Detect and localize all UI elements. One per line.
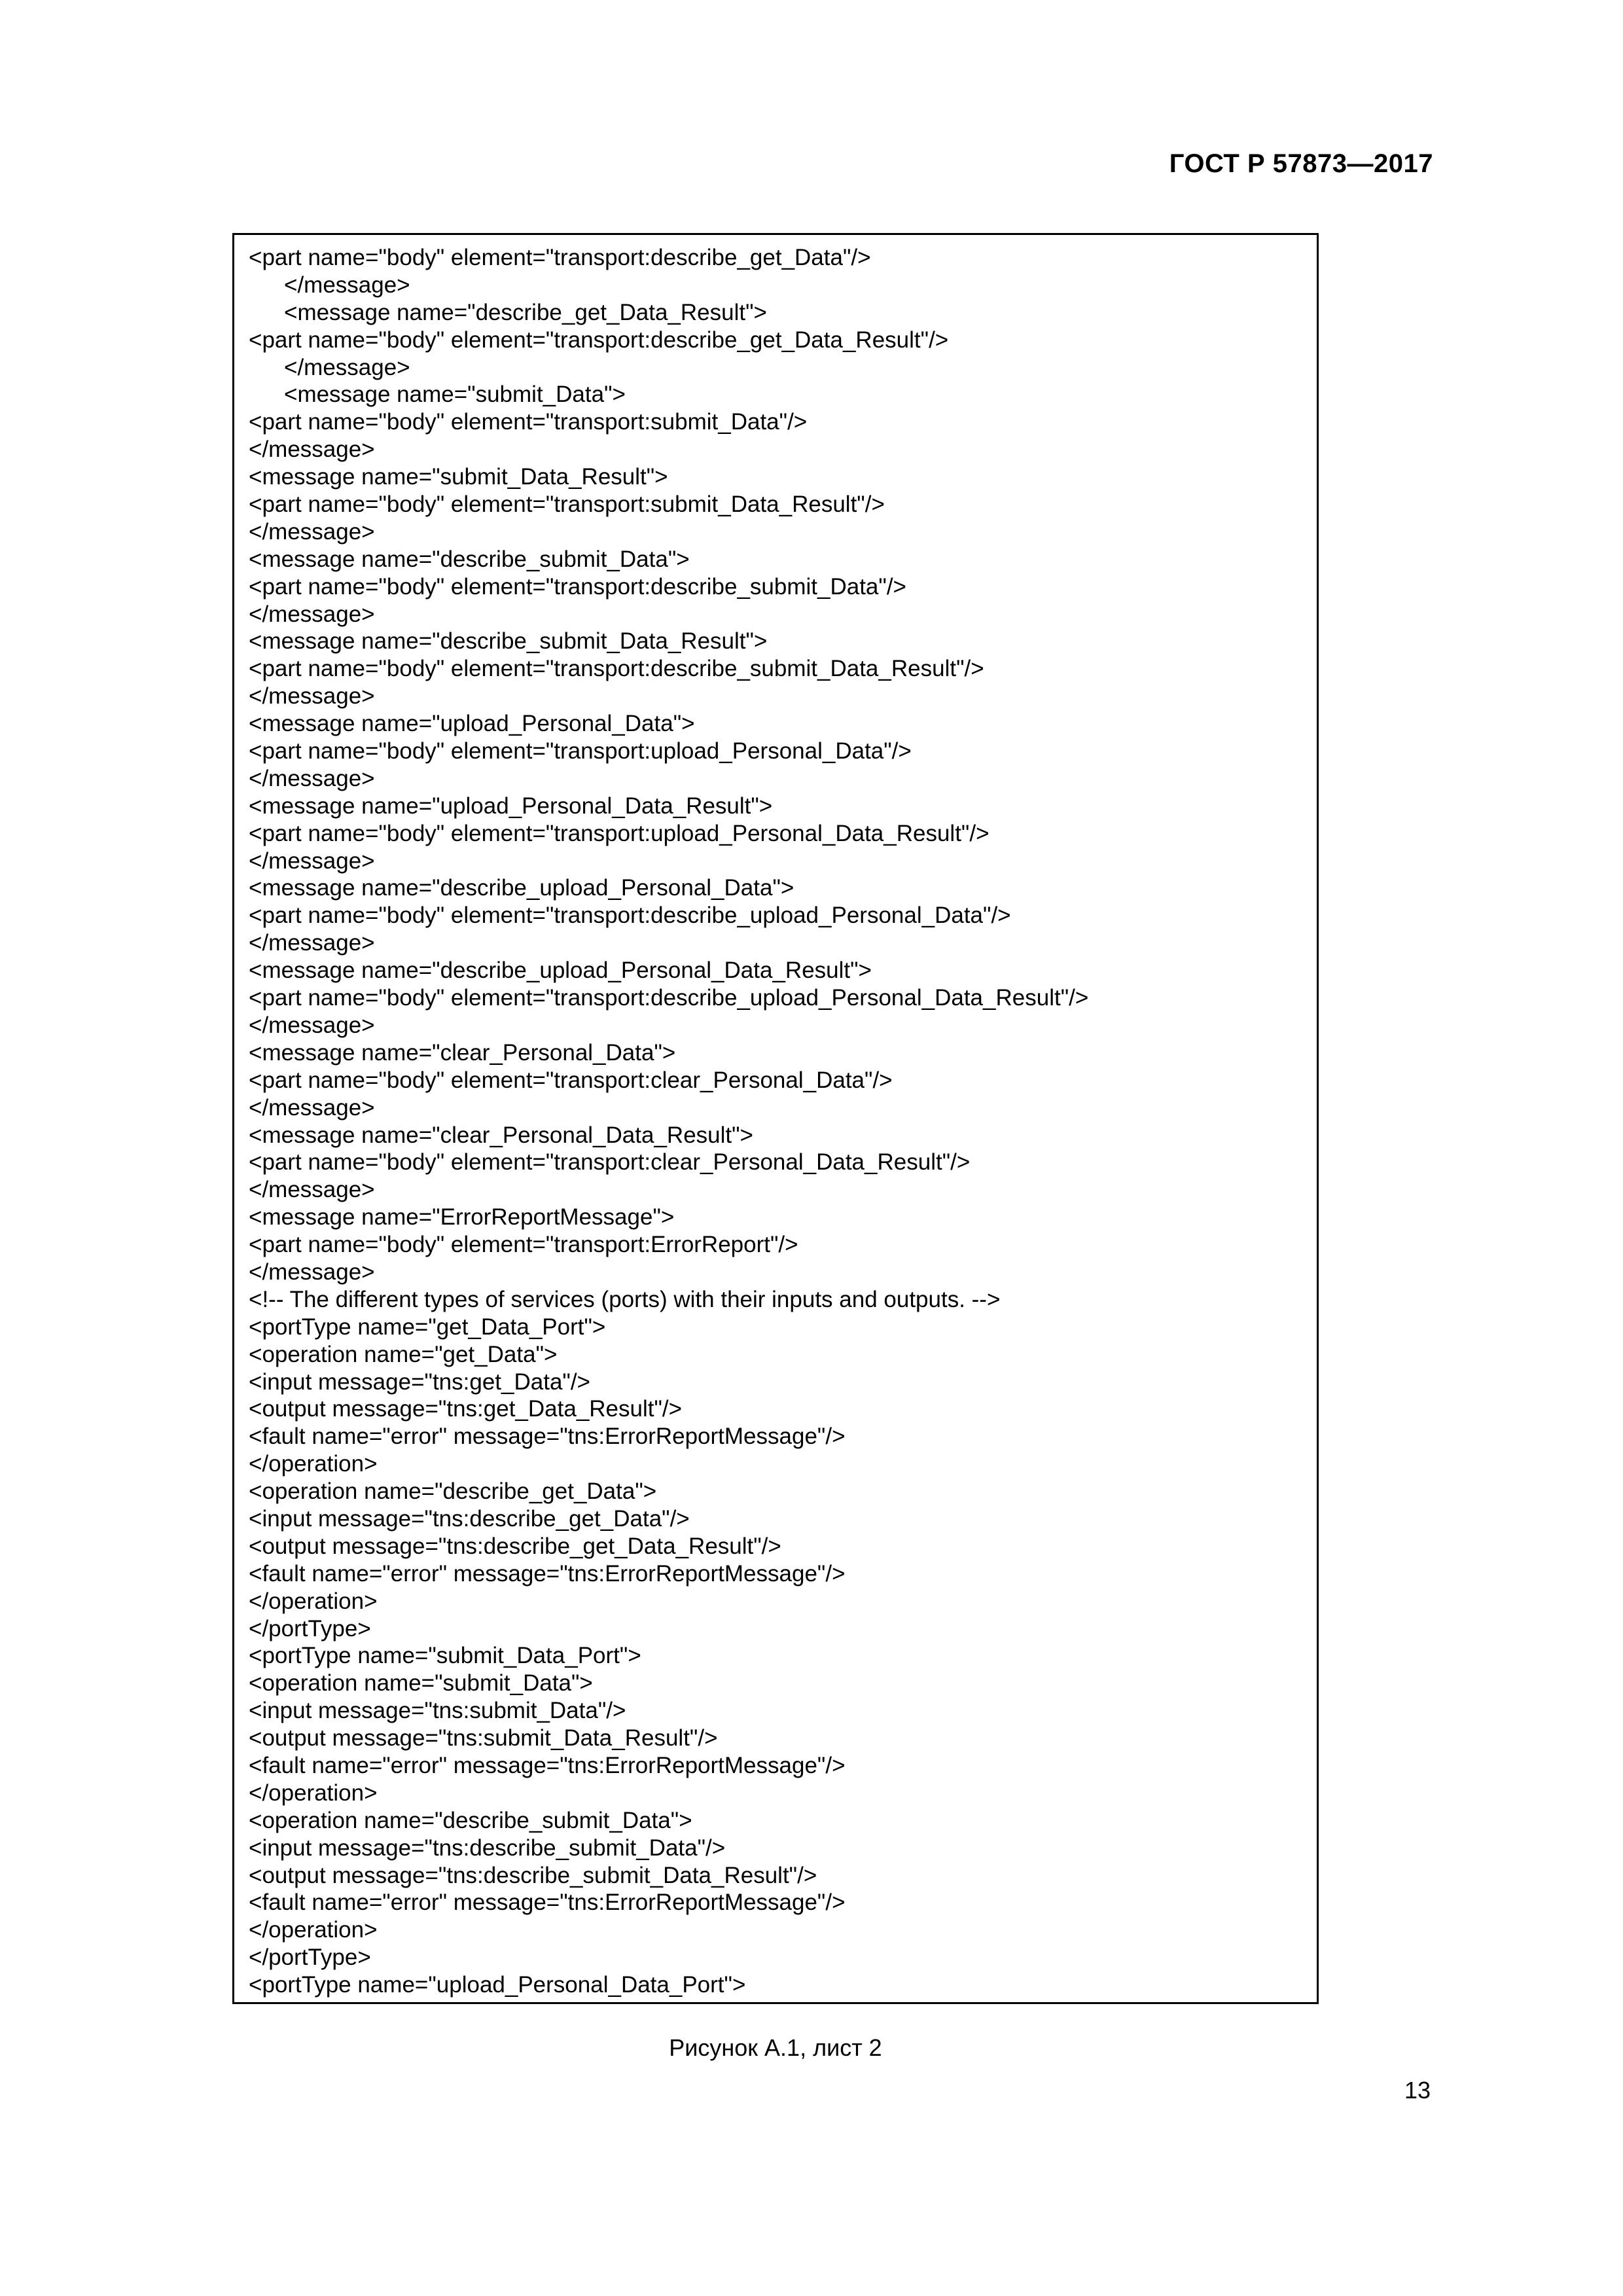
code-line: </operation> [249, 1917, 378, 1943]
code-line: <output message="tns:describe_submit_Data_Result"/> [249, 1862, 817, 1888]
page-number: 13 [1404, 2077, 1431, 2104]
code-line: <message name="submit_Data"> [284, 382, 626, 408]
code-line: <operation name="get_Data"> [249, 1341, 558, 1367]
code-line: <part name="body" element="transport:submit_Data"/> [249, 409, 808, 435]
code-line: </portType> [249, 1615, 371, 1641]
code-line: <input message="tns:describe_get_Data"/> [249, 1505, 690, 1532]
code-line: <part name="body" element="transport:upload_Personal_Data"/> [249, 738, 912, 764]
code-line: </message> [284, 354, 410, 380]
code-line: <part name="body" element="transport:submit_Data_Result"/> [249, 492, 885, 518]
code-line: <output message="tns:get_Data_Result"/> [249, 1396, 683, 1422]
code-line: <part name="body" element="transport:ErrorReport"/> [249, 1232, 798, 1258]
code-line: </message> [249, 1177, 375, 1203]
code-line: <part name="body" element="transport:describe_upload_Personal_Data"/> [249, 903, 1011, 929]
code-line: <input message="tns:describe_submit_Data"/> [249, 1835, 726, 1861]
code-line: </message> [284, 272, 410, 298]
code-listing-box [232, 233, 1319, 2004]
code-line: </message> [249, 930, 375, 956]
code-line: <fault name="error" message="tns:ErrorReportMessage"/> [249, 1424, 846, 1450]
code-line: <fault name="error" message="tns:ErrorReportMessage"/> [249, 1752, 846, 1778]
code-line: <operation name="describe_submit_Data"> [249, 1807, 692, 1833]
code-line: <part name="body" element="transport:upload_Personal_Data_Result"/> [249, 820, 990, 846]
figure-caption: Рисунок А.1, лист 2 [669, 2034, 882, 2061]
code-line: </operation> [249, 1780, 378, 1806]
code-line: </message> [249, 437, 375, 463]
code-line: <message name="describe_upload_Personal_Data_Result"> [249, 958, 872, 984]
code-line: </message> [249, 1259, 375, 1285]
code-line: <part name="body" element="transport:describe_upload_Personal_Data_Result"/> [249, 985, 1089, 1011]
code-line: <output message="tns:describe_get_Data_Result"/> [249, 1533, 781, 1559]
code-line: <fault name="error" message="tns:ErrorReportMessage"/> [249, 1560, 846, 1587]
code-line: </operation> [249, 1451, 378, 1477]
code-line: </message> [249, 1012, 375, 1038]
code-line: <message name="describe_upload_Personal_Data"> [249, 875, 794, 901]
code-line: </message> [249, 518, 375, 545]
code-line: </message> [249, 1094, 375, 1121]
code-line: <output message="tns:submit_Data_Result"/> [249, 1725, 718, 1751]
code-line: </message> [249, 765, 375, 791]
code-line: <part name="body" element="transport:clear_Personal_Data"/> [249, 1067, 893, 1093]
code-line: </message> [249, 601, 375, 627]
code-line: <part name="body" element="transport:describe_submit_Data_Result"/> [249, 656, 984, 682]
code-line: <portType name="submit_Data_Port"> [249, 1643, 641, 1669]
code-line: <message name="clear_Personal_Data"> [249, 1039, 676, 1066]
code-line: <portType name="get_Data_Port"> [249, 1314, 606, 1340]
code-line: </portType> [249, 1945, 371, 1971]
code-line: <operation name="submit_Data"> [249, 1670, 593, 1696]
code-line: <message name="describe_get_Data_Result"> [284, 299, 767, 325]
code-line: <input message="tns:submit_Data"/> [249, 1698, 626, 1724]
code-comment-line: <!-- The different types of services (ports) with their inputs and outputs. --> [249, 1286, 1001, 1312]
code-line: <part name="body" element="transport:describe_submit_Data"/> [249, 573, 906, 600]
code-line: </operation> [249, 1588, 378, 1614]
code-line: <message name="clear_Personal_Data_Result"> [249, 1122, 753, 1148]
code-line: </message> [249, 848, 375, 874]
code-line: </message> [249, 683, 375, 709]
code-line: <message name="describe_submit_Data"> [249, 546, 690, 572]
code-line: <operation name="describe_get_Data"> [249, 1479, 657, 1505]
code-line: <message name="describe_submit_Data_Result"> [249, 628, 768, 655]
code-line: <part name="body" element="transport:describe_get_Data_Result"/> [249, 327, 949, 353]
code-line: <input message="tns:get_Data"/> [249, 1369, 590, 1395]
code-line: <message name="submit_Data_Result"> [249, 464, 668, 490]
code-line: <message name="upload_Personal_Data"> [249, 711, 695, 737]
code-line: <portType name="upload_Personal_Data_Port"> [249, 1972, 746, 1998]
code-line: <message name="ErrorReportMessage"> [249, 1204, 675, 1230]
code-line: <part name="body" element="transport:clear_Personal_Data_Result"/> [249, 1149, 971, 1175]
code-line: <message name="upload_Personal_Data_Result"> [249, 793, 773, 819]
code-line: <part name="body" element="transport:describe_get_Data"/> [249, 245, 871, 270]
document-standard-header: ГОСТ Р 57873—2017 [1169, 149, 1433, 178]
code-line: <fault name="error" message="tns:ErrorReportMessage"/> [249, 1890, 846, 1916]
